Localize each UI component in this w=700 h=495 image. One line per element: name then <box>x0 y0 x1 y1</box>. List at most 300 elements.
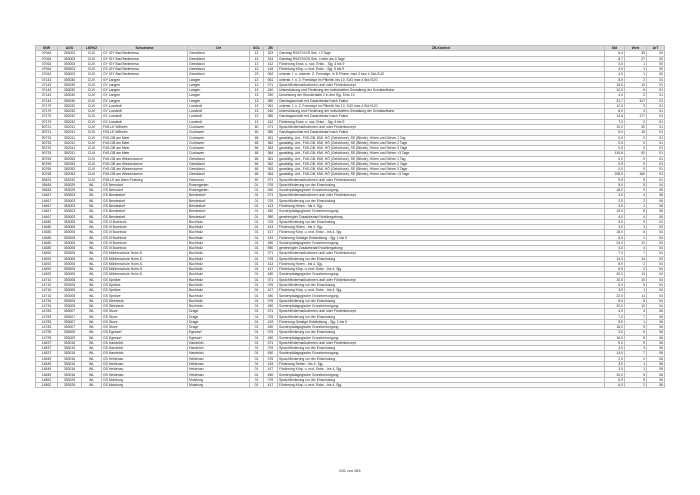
cell-snr: 14667 <box>36 209 58 214</box>
cell-schulname: GS Sprötze <box>102 288 188 293</box>
cell-sgl: 01 <box>250 225 264 230</box>
cell-ort: Buchholz <box>188 230 250 235</box>
cell-schulname: FöS-GB am Meer <box>102 151 188 156</box>
cell-lkrkz: WL <box>82 214 102 219</box>
cell-lkrkz: WL <box>82 219 102 224</box>
cell-art: 04 <box>647 251 665 256</box>
cell-zb: 950 <box>264 246 278 251</box>
cell-wert: 1 <box>625 203 647 208</box>
cell-sgl: 13 <box>250 67 264 72</box>
cell-wert: 1 <box>625 367 647 372</box>
cell-ags: 353005 <box>58 251 82 256</box>
cell-ort: Buchholz <box>188 246 250 251</box>
cell-wert: 3 <box>625 103 647 108</box>
cell-zb-klartext: ganztätig. Unt., FöS-GB, KMI, HÖ (Gehörlose), SE (Blinde), Hören und Sehen 2 Tage <box>278 161 605 166</box>
cell-snr: 07064 <box>36 51 58 56</box>
cell-schulname: GY Loxstedt <box>102 109 188 114</box>
cell-wert: 10 <box>625 304 647 309</box>
cell-std: 119,6 <box>605 151 625 156</box>
cell-lkrkz: CUX <box>82 119 102 124</box>
cell-lkrkz: WL <box>82 304 102 309</box>
column-header-sgl: SGL <box>250 46 264 51</box>
cell-std: 15,0 <box>605 209 625 214</box>
cell-zb-klartext: Sprachfördermaßnahmen und/ oder Förderkonzept <box>278 82 605 87</box>
cell-art: 04 <box>647 298 665 303</box>
cell-zb: 240 <box>264 109 278 114</box>
cell-schulname: GS Egestorf <box>102 330 188 335</box>
cell-zb-klartext: ganztätig. Unt., FöS-GB, KMI, HÖ (Gehörlose), SE (Blinde), Hören und Sehen >3 Tage <box>278 172 605 177</box>
cell-zb: 380 <box>264 114 278 119</box>
cell-lkrkz: WL <box>82 182 102 187</box>
cell-zb: 076 <box>264 256 278 261</box>
cell-lkrkz: WL <box>82 282 102 287</box>
cell-zb: 450 <box>264 240 278 245</box>
cell-std: 9,0 <box>605 219 625 224</box>
cell-snr: 07179 <box>36 103 58 108</box>
cell-sgl: 13 <box>250 98 264 103</box>
cell-lkrkz: WL <box>82 383 102 388</box>
cell-art: 01 <box>647 135 665 140</box>
cell-schulname: GY Loxstedt <box>102 114 188 119</box>
cell-sgl: 60 <box>250 130 264 135</box>
cell-sgl: 13 <box>250 119 264 124</box>
cell-art: 01 <box>647 161 665 166</box>
cell-snr: 14710 <box>36 277 58 282</box>
cell-zb-klartext: Ganztag RS/GY/IGS Sek. I mehr als 3 Tage <box>278 56 605 61</box>
cell-wert: 4 <box>625 193 647 198</box>
cell-ags: 352032 <box>58 119 82 124</box>
cell-ort: Cuxhaven <box>188 130 250 135</box>
cell-ags: 352032 <box>58 109 82 114</box>
cell-zb-klartext: Ganztag RS/GY/IGS Sek. I 3 Tage <box>278 51 605 56</box>
cell-art: 04 <box>647 304 665 309</box>
cell-wert: 1 <box>625 225 647 230</box>
cell-ags: 353005 <box>58 246 82 251</box>
cell-sgl: 01 <box>250 214 264 219</box>
cell-ags: 353030 <box>58 82 82 87</box>
cell-zb-klartext: ganztätig. Unt., FöS-GB, KMI, HÖ (Gehörlose), SE (Blinde), Hören und Sehen 3 Tage <box>278 167 605 172</box>
cell-sgl: 01 <box>250 383 264 388</box>
cell-ort: Langen <box>188 98 250 103</box>
cell-schulname: GS Sprötze <box>102 282 188 287</box>
cell-zb-klartext: Förderung Geistige Entwicklung - Sjg. 1 bis 9 <box>278 319 605 324</box>
cell-sgl: 65 <box>250 151 264 156</box>
cell-std: 24,0 <box>605 240 625 245</box>
cell-art: 06 <box>647 214 665 219</box>
cell-sgl: 01 <box>250 240 264 245</box>
cell-zb: 364 <box>264 172 278 177</box>
cell-zb-klartext: Sprachförderung vor der Einschulung <box>278 314 605 319</box>
cell-std: 6,4 <box>605 51 625 56</box>
cell-snr: 14862 <box>36 383 58 388</box>
cell-zb-klartext: Förderung Hören - bis 4. Sjg. <box>278 261 605 266</box>
cell-sgl: 13 <box>250 93 264 98</box>
cell-sgl: 01 <box>250 261 264 266</box>
cell-lkrkz: CUX <box>82 146 102 151</box>
cell-snr: 14710 <box>36 288 58 293</box>
cell-wert: 177 <box>625 114 647 119</box>
cell-ags: 353009 <box>58 330 82 335</box>
cell-ort: Rosengarten <box>188 188 250 193</box>
cell-zb: 062 <box>264 72 278 77</box>
cell-art: 04 <box>647 219 665 224</box>
cell-std: 14,0 <box>605 351 625 356</box>
cell-ort: Buchholz <box>188 288 250 293</box>
cell-snr: 07143 <box>36 98 58 103</box>
cell-zb-klartext: Sonderpädagogische Grundversorgung <box>278 325 605 330</box>
cell-wert: 5 <box>625 282 647 287</box>
cell-schulname: GS Heidenau <box>102 361 188 366</box>
cell-wert: 1 <box>625 67 647 72</box>
cell-art: 01 <box>647 98 665 103</box>
cell-std: 8,0 <box>605 109 625 114</box>
cell-art: 06 <box>647 319 665 324</box>
cell-art: 00 <box>647 72 665 77</box>
cell-sgl: 01 <box>250 277 264 282</box>
cell-art: 00 <box>647 61 665 66</box>
cell-snr: 50733 <box>36 140 58 145</box>
data-table <box>35 45 665 388</box>
cell-snr: 14783 <box>36 309 58 314</box>
cell-lkrkz: CUX <box>82 67 102 72</box>
cell-snr: 50733 <box>36 151 58 156</box>
cell-ags: 353029 <box>58 188 82 193</box>
cell-zb: 950 <box>264 214 278 219</box>
cell-wert: 6 <box>625 230 647 235</box>
cell-ags: 353025 <box>58 377 82 382</box>
cell-lkrkz: CUX <box>82 93 102 98</box>
cell-zb: 076 <box>264 182 278 187</box>
cell-ags: 353005 <box>58 219 82 224</box>
cell-sgl: 01 <box>250 235 264 240</box>
cell-sgl: 65 <box>250 161 264 166</box>
cell-schulname: FöS-GB am Wiesendamm <box>102 172 188 177</box>
cell-sgl: 65 <box>250 140 264 145</box>
column-header-snr: SNR <box>36 46 58 51</box>
cell-sgl: 01 <box>250 335 264 340</box>
column-header-zb-klartext: ZB-Klartext <box>278 46 605 51</box>
cell-ags: 353005 <box>58 272 82 277</box>
cell-art: 04 <box>647 267 665 272</box>
cell-sgl: 01 <box>250 272 264 277</box>
cell-ags: 353016 <box>58 367 82 372</box>
cell-wert: 317 <box>625 98 647 103</box>
cell-art: 06 <box>647 198 665 203</box>
cell-zb-klartext: Sprachfördermaßnahmen und/ oder Förderkonzept <box>278 309 605 314</box>
cell-zb-klartext: unterstr. f. o. 2. Fremdspr im Pflichtb. bis 10. SJG max 4 Std./SJG <box>278 103 605 108</box>
cell-art: 06 <box>647 335 665 340</box>
cell-ort: Cuxhaven <box>188 151 250 156</box>
cell-zb: 250 <box>264 93 278 98</box>
cell-lkrkz: WL <box>82 335 102 340</box>
cell-zb: 380 <box>264 130 278 135</box>
cell-snr: 14783 <box>36 314 58 319</box>
cell-zb-klartext: Förderung Emot. u. soz. Entw. - Sjg. 5 bis 9 <box>278 61 605 66</box>
cell-sgl: 01 <box>250 314 264 319</box>
cell-std: 0,0 <box>605 156 625 161</box>
cell-zb-klartext: Förderung Hören - bis 4. Sjg. <box>278 225 605 230</box>
cell-schulname: FöS-GB am Wiesendamm <box>102 161 188 166</box>
cell-snr: 14849 <box>36 361 58 366</box>
cell-zb: 361 <box>264 156 278 161</box>
cell-std: 7,0 <box>605 119 625 124</box>
cell-sgl: 13 <box>250 51 264 56</box>
cell-ags: 353003 <box>58 72 82 77</box>
cell-zb: 450 <box>264 272 278 277</box>
cell-lkrkz: CUX <box>82 56 102 61</box>
cell-sgl: 13 <box>250 82 264 87</box>
cell-schulname: GS Mühlenschule Holm-S. <box>102 251 188 256</box>
cell-schulname: FöS-LE am Alten Postweg <box>102 177 188 182</box>
cell-wert: 12 <box>625 240 647 245</box>
cell-zb: 362 <box>264 161 278 166</box>
cell-std: 0,0 <box>605 140 625 145</box>
cell-ags: 353005 <box>58 298 82 303</box>
cell-schulname: GS Mühlenschule Holm-S. <box>102 261 188 266</box>
cell-snr: 07179 <box>36 119 58 124</box>
cell-art: 05 <box>647 188 665 193</box>
cell-zb-klartext: Sprachförderung vor der Einschulung <box>278 346 605 351</box>
cell-lkrkz: WL <box>82 188 102 193</box>
cell-lkrkz: WL <box>82 256 102 261</box>
cell-wert: 6 <box>625 377 647 382</box>
cell-wert: 2 <box>625 267 647 272</box>
cell-art: 01 <box>647 119 665 124</box>
cell-zb: 417 <box>264 288 278 293</box>
cell-lkrkz: WL <box>82 288 102 293</box>
cell-schulname: GY Loxstedt <box>102 103 188 108</box>
cell-art: 04 <box>647 246 665 251</box>
cell-wert: 9 <box>625 340 647 345</box>
cell-zb-klartext: Sprachfördermaßnahmen und/ oder Förderkonzept <box>278 193 605 198</box>
cell-lkrkz: CUX <box>82 135 102 140</box>
cell-zb-klartext: Sprachförderung vor der Einschulung <box>278 298 605 303</box>
cell-schulname: GS Handeloh <box>102 340 188 345</box>
cell-ags: 353016 <box>58 361 82 366</box>
cell-ort: Buchholz <box>188 225 250 230</box>
cell-wert: 9 <box>625 219 647 224</box>
cell-sgl: 01 <box>250 372 264 377</box>
cell-ags: 353003 <box>58 56 82 61</box>
column-header-zb: ZB <box>264 46 278 51</box>
cell-std: 7,0 <box>605 251 625 256</box>
cell-sgl: 13 <box>250 109 264 114</box>
cell-zb-klartext: genehmigter Zusatzbedarf Hochbegabung <box>278 214 605 219</box>
cell-wert: 27 <box>625 56 647 61</box>
cell-ort: Cuxhaven <box>188 124 250 129</box>
cell-zb: 061 <box>264 77 278 82</box>
cell-schulname: GS Mühlenschule Holm-S. <box>102 256 188 261</box>
cell-lkrkz: WL <box>82 272 102 277</box>
cell-sgl: 01 <box>250 256 264 261</box>
cell-ort: Buchholz <box>188 282 250 287</box>
cell-zb: 450 <box>264 351 278 356</box>
cell-art: 01 <box>647 156 665 161</box>
cell-wert: 4 <box>625 246 647 251</box>
cell-zb-klartext: Sprachförderung vor der Einschulung <box>278 356 605 361</box>
cell-zb-klartext: Förderung Körp. u. mot. Entw. - bis 4. Sjg. <box>278 367 605 372</box>
cell-ags: 353015 <box>58 340 82 345</box>
cell-zb-klartext: Sonderpädagogische Grundversorgung <box>278 335 605 340</box>
cell-std: 6,0 <box>605 383 625 388</box>
cell-wert: 1 <box>625 61 647 66</box>
cell-wert: 2 <box>625 261 647 266</box>
cell-schulname: GS Heidenau <box>102 372 188 377</box>
cell-zb-klartext: ganztätig. Unt., FöS-GB, KMI, HÖ (Gehörlose), SE (Blinde), Hören und Sehen 3 Tage <box>278 146 605 151</box>
cell-lkrkz: WL <box>82 198 102 203</box>
cell-zb-klartext: ganztätig. Unt., FöS-GB, KMI, HÖ (Gehörlose), SE (Blinde), Hören und Sehen 1 Tag <box>278 135 605 140</box>
cell-art: 06 <box>647 193 665 198</box>
cell-snr: 50769 <box>36 167 58 172</box>
cell-schulname: GS Moisburg <box>102 377 188 382</box>
cell-ort: Heidenau <box>188 361 250 366</box>
cell-sgl: 01 <box>250 267 264 272</box>
cell-ort: Buchholz <box>188 298 250 303</box>
cell-zb-klartext: Sprachförderung vor der Einschulung <box>278 330 605 335</box>
cell-schulname: GS Stove <box>102 309 188 314</box>
cell-schulname: GS III Buchholz <box>102 235 188 240</box>
cell-sgl: 01 <box>250 282 264 287</box>
cell-ort: Geestland <box>188 61 250 66</box>
cell-snr: 14783 <box>36 325 58 330</box>
cell-ort: Drage <box>188 325 250 330</box>
cell-zb-klartext: Sprachförderung vor der Einschulung <box>278 182 605 187</box>
cell-lkrkz: CUX <box>82 88 102 93</box>
cell-lkrkz: CUX <box>82 77 102 82</box>
cell-ags: 353003 <box>58 61 82 66</box>
cell-wert: 2 <box>625 356 647 361</box>
cell-snr: 14734 <box>36 304 58 309</box>
cell-zb: 415 <box>264 361 278 366</box>
cell-zb: 240 <box>264 88 278 93</box>
cell-sgl: 01 <box>250 367 264 372</box>
cell-snr: 14692 <box>36 267 58 272</box>
cell-wert: 13 <box>625 272 647 277</box>
cell-ort: Handeloh <box>188 351 250 356</box>
cell-zb: 061 <box>264 103 278 108</box>
cell-sgl: 01 <box>250 351 264 356</box>
cell-art: 04 <box>647 272 665 277</box>
cell-snr: 50733 <box>36 135 58 140</box>
cell-zb-klartext: Ganztagsschule mit Zusatzbedarf nach Faktor <box>278 114 605 119</box>
cell-wert: 8 <box>625 298 647 303</box>
cell-zb-klartext: Unterstützung und Förderung der individuellen Gestaltung der Schullaufbahn <box>278 109 605 114</box>
cell-lkrkz: CUX <box>82 151 102 156</box>
cell-ags: 352011 <box>58 135 82 140</box>
cell-lkrkz: WL <box>82 309 102 314</box>
cell-lkrkz: WL <box>82 293 102 298</box>
cell-schulname: GY IGY Bad Bederkesa <box>102 61 188 66</box>
cell-ags: 352011 <box>58 130 82 135</box>
cell-schulname: GS Moisburg <box>102 383 188 388</box>
cell-wert: 1 <box>625 288 647 293</box>
cell-ort: Bendestorf <box>188 203 250 208</box>
cell-ort: Buchholz <box>188 240 250 245</box>
cell-ags: 353003 <box>58 51 82 56</box>
cell-zb-klartext: Sprachförderung vor der Einschulung <box>278 256 605 261</box>
cell-lkrkz: WL <box>82 235 102 240</box>
cell-schulname: GS Heidenau <box>102 367 188 372</box>
cell-sgl: 01 <box>250 346 264 351</box>
cell-std: 4,0 <box>605 72 625 77</box>
cell-wert: 1 <box>625 361 647 366</box>
cell-snr: 14795 <box>36 335 58 340</box>
cell-ags: 352053 <box>58 167 82 172</box>
cell-ags: 353003 <box>58 198 82 203</box>
cell-ort: Buchholz <box>188 304 250 309</box>
cell-zb-klartext: Sprachfördermaßnahmen und/ oder Förderkonzept <box>278 277 605 282</box>
cell-std: 208,0 <box>605 172 625 177</box>
cell-std: 4,0 <box>605 193 625 198</box>
cell-art: 04 <box>647 240 665 245</box>
cell-ags: 352053 <box>58 161 82 166</box>
cell-ags: 353005 <box>58 288 82 293</box>
cell-zb-klartext: Sprachfördermaßnahmen und/ oder Förderkonzept <box>278 251 605 256</box>
cell-std: 5,0 <box>605 282 625 287</box>
cell-lkrkz: CUX <box>82 98 102 103</box>
cell-wert: 92 <box>625 151 647 156</box>
cell-ags: 353003 <box>58 203 82 208</box>
cell-art: 00 <box>647 56 665 61</box>
cell-art: 04 <box>647 277 665 282</box>
cell-ort: Geestland <box>188 56 250 61</box>
cell-schulname: GS Stove <box>102 325 188 330</box>
cell-lkrkz: WL <box>82 225 102 230</box>
cell-snr: 50769 <box>36 156 58 161</box>
cell-art: 06 <box>647 351 665 356</box>
cell-ort: Handeloh <box>188 340 250 345</box>
cell-zb-klartext: Förderung Körp. u. mot. Entw. - bis 4. Sjg. <box>278 383 605 388</box>
cell-schulname: GY IGY Bad Bederkesa <box>102 72 188 77</box>
cell-ort: Geestland <box>188 72 250 77</box>
cell-ort: Langen <box>188 88 250 93</box>
cell-sgl: 01 <box>250 251 264 256</box>
cell-ort: Bendestorf <box>188 198 250 203</box>
cell-art: 04 <box>647 282 665 287</box>
cell-sgl: 65 <box>250 172 264 177</box>
cell-std: 4,0 <box>605 246 625 251</box>
cell-zb: 419 <box>264 319 278 324</box>
cell-std: 7,0 <box>605 314 625 319</box>
cell-schulname: FöS-GB am Wiesendamm <box>102 156 188 161</box>
cell-sgl: 23 <box>250 72 264 77</box>
cell-schulname: GS III Buchholz <box>102 240 188 245</box>
cell-wert: 0 <box>625 146 647 151</box>
cell-ags: 353015 <box>58 346 82 351</box>
cell-art: 04 <box>647 235 665 240</box>
cell-art: 04 <box>647 225 665 230</box>
cell-std: 10,0 <box>605 277 625 282</box>
cell-lkrkz: WL <box>82 361 102 366</box>
cell-lkrkz: WL <box>82 267 102 272</box>
cell-lkrkz: WL <box>82 277 102 282</box>
cell-schulname: GS Bendestorf <box>102 203 188 208</box>
cell-art: 01 <box>647 177 665 182</box>
cell-snr: 14667 <box>36 214 58 219</box>
cell-ags: 353005 <box>58 230 82 235</box>
cell-std: 3,0 <box>605 225 625 230</box>
cell-zb: 363 <box>264 167 278 172</box>
cell-wert: 7 <box>625 314 647 319</box>
cell-sgl: 13 <box>250 56 264 61</box>
cell-ort: Bendestorf <box>188 193 250 198</box>
cell-snr: 07179 <box>36 114 58 119</box>
cell-wert: 35 <box>625 51 647 56</box>
cell-std: 18,0 <box>605 325 625 330</box>
cell-wert: 0 <box>625 135 647 140</box>
cell-sgl: 13 <box>250 103 264 108</box>
cell-art: 01 <box>647 172 665 177</box>
